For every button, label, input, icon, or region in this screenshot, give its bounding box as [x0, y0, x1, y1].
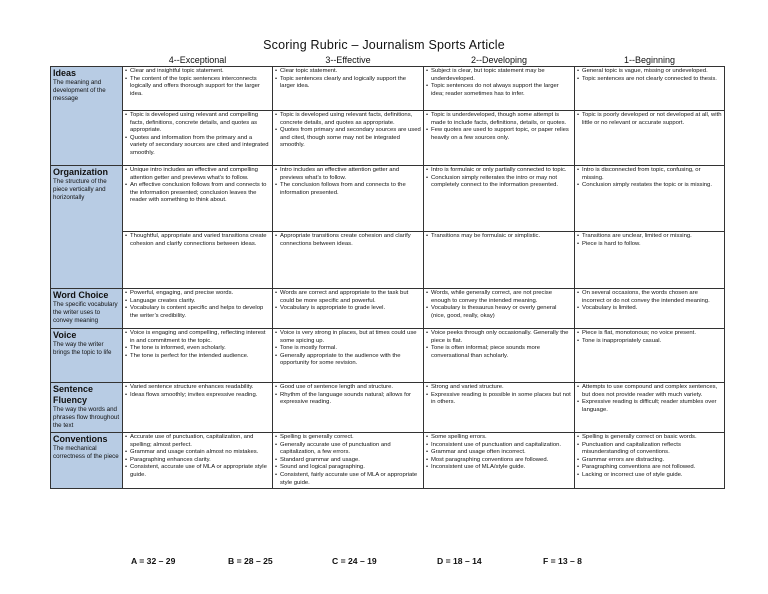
- criteria-list: [125, 112, 270, 158]
- criteria-item: • The tone is perfect for the intended audience.: [130, 353, 270, 361]
- criteria-item: • Standard grammar and usage.: [280, 457, 421, 465]
- criteria-item: • Vocabulary is limited.: [582, 305, 722, 313]
- criteria-item: • Generally accurate use of punctuation and capitalization, a few errors.: [280, 442, 421, 457]
- criteria-item: • Thoughtful, appropriate and varied transitions create cohesion and clarify connections between ideas.: [130, 233, 270, 248]
- criteria-cell: [424, 329, 575, 383]
- criteria-cell: [575, 383, 725, 433]
- criteria-item: • Topic sentences are not clearly connected to thesis.: [582, 76, 722, 84]
- category-description: The way the writer brings the topic to life: [53, 341, 112, 356]
- criteria-item: • Transitions may be formulaic or simplistic.: [431, 233, 572, 241]
- criteria-list: [426, 434, 572, 472]
- criteria-item: • Appropriate transitions create cohesion and clarify connections between ideas.: [280, 233, 421, 248]
- criteria-item: • Powerful, engaging, and precise words.: [130, 290, 270, 298]
- rubric-row: [51, 111, 725, 166]
- rubric-row: [51, 289, 725, 329]
- criteria-item: • Conclusion simply reiterates the intro or may not completely connect to the information presented.: [431, 175, 572, 190]
- criteria-item: • Topic is developed using relevant facts, definitions, concrete details, and quotes as appropriate.: [280, 112, 421, 127]
- criteria-list: [125, 330, 270, 360]
- criteria-item: • Consistent, accurate use of MLA or appropriate style guide.: [130, 464, 270, 479]
- criteria-item: • Few quotes are used to support topic, or paper relies heavily on a few sources only.: [431, 127, 572, 142]
- criteria-item: • Accurate use of punctuation, capitalization, and spelling; almost perfect.: [130, 434, 270, 449]
- criteria-cell: [273, 383, 424, 433]
- criteria-item: • The content of the topic sentences interconnects logically and offers thorough support for the larger idea.: [130, 76, 270, 99]
- criteria-item: • Paragraphing conventions are not followed.: [582, 464, 722, 472]
- category-description: The way the words and phrases flow throughout the text: [53, 406, 120, 429]
- criteria-list: [577, 290, 722, 313]
- criteria-item: • Strong and varied structure.: [431, 384, 572, 392]
- criteria-item: • Good use of sentence length and structure.: [280, 384, 421, 392]
- criteria-item: • Clear topic statement.: [280, 68, 421, 76]
- criteria-item: • Expressive reading is possible in some places but not in others.: [431, 392, 572, 407]
- criteria-list: [125, 167, 270, 205]
- category-cell: [51, 67, 123, 166]
- category-name: Word Choice: [53, 290, 109, 300]
- criteria-item: • Intro is formulaic or only partially connected to topic.: [431, 167, 572, 175]
- criteria-cell: [575, 329, 725, 383]
- criteria-cell: [424, 433, 575, 489]
- criteria-item: • Vocabulary is appropriate to grade level.: [280, 305, 421, 313]
- category-name: Organization: [53, 167, 109, 177]
- grade-a: A = 32 – 29: [131, 556, 176, 566]
- criteria-cell: [575, 166, 725, 232]
- criteria-item: • Ideas flows smoothly; invites expressive reading.: [130, 392, 270, 400]
- criteria-item: • Intro includes an effective attention getter and previews what’s to follow.: [280, 167, 421, 182]
- criteria-list: [275, 330, 421, 368]
- criteria-list: [577, 434, 722, 480]
- grade-d: D = 18 – 14: [437, 556, 482, 566]
- criteria-cell: [273, 433, 424, 489]
- criteria-cell: [424, 289, 575, 329]
- criteria-item: • Most paragraphing conventions are followed.: [431, 457, 572, 465]
- criteria-item: • Punctuation and capitalization reflects misunderstanding of conventions.: [582, 442, 722, 457]
- criteria-item: • Generally appropriate to the audience with the opportunity for some revision.: [280, 353, 421, 368]
- criteria-item: • Piece is hard to follow.: [582, 241, 722, 249]
- criteria-item: • Quotes from primary and secondary sources are used and cited, though some may not be integrated smoothly.: [280, 127, 421, 150]
- criteria-item: • Varied sentence structure enhances readability.: [130, 384, 270, 392]
- rubric-row: [51, 166, 725, 232]
- criteria-item: • Spelling is generally correct.: [280, 434, 421, 442]
- category-description: The meaning and development of the message: [53, 79, 106, 102]
- criteria-list: [275, 68, 421, 91]
- criteria-list: [426, 233, 572, 241]
- criteria-cell: [123, 166, 273, 232]
- criteria-cell: [575, 67, 725, 111]
- criteria-cell: [123, 111, 273, 166]
- category-cell: [51, 383, 123, 433]
- criteria-list: [275, 233, 421, 248]
- criteria-cell: [575, 289, 725, 329]
- criteria-item: • Topic is poorly developed or not developed at all, with little or no relevant or accurate support.: [582, 112, 722, 127]
- criteria-item: • Topic sentences do not always support the larger idea; reader sometimes has to infer.: [431, 83, 572, 98]
- criteria-list: [275, 384, 421, 407]
- criteria-list: [275, 112, 421, 150]
- criteria-item: • Vocabulary is thesaurus heavy or overly general (nice, good, really, okay): [431, 305, 572, 320]
- grade-f: F = 13 – 8: [543, 556, 582, 566]
- level-header-4: 4--Exceptional: [168, 55, 227, 65]
- criteria-item: • Voice is very strong in places, but at times could use some spicing up.: [280, 330, 421, 345]
- criteria-item: • Paragraphing enhances clarity.: [130, 457, 270, 465]
- criteria-cell: [424, 111, 575, 166]
- rubric-row: [51, 329, 725, 383]
- criteria-item: • Inconsistent use of punctuation and capitalization.: [431, 442, 572, 450]
- criteria-list: [275, 167, 421, 197]
- rubric-table: [50, 54, 725, 489]
- criteria-list: [577, 233, 722, 248]
- criteria-cell: [575, 433, 725, 489]
- category-description: The structure of the piece vertically and horizontally: [53, 178, 107, 201]
- category-name: Sentence Fluency: [53, 384, 94, 405]
- criteria-item: • Piece is flat, monotonous; no voice present.: [582, 330, 722, 338]
- criteria-item: • Grammar and usage contain almost no mistakes.: [130, 449, 270, 457]
- criteria-cell: [123, 289, 273, 329]
- grade-c: C = 24 – 19: [332, 556, 377, 566]
- grade-scale: [0, 556, 768, 568]
- criteria-item: • The tone is informed, even scholarly.: [130, 345, 270, 353]
- rubric-row: [51, 232, 725, 289]
- criteria-list: [125, 434, 270, 480]
- level-header-2: 2--Developing: [470, 55, 528, 65]
- rubric-row: [51, 433, 725, 489]
- criteria-cell: [424, 232, 575, 289]
- criteria-cell: [123, 232, 273, 289]
- criteria-item: • Tone is often informal; piece sounds more conversational than scholarly.: [431, 345, 572, 360]
- level-header-3: 3--Effective: [325, 55, 371, 65]
- criteria-item: • Topic is underdeveloped, though some attempt is made to include facts, definitions, details, or quotes.: [431, 112, 572, 127]
- criteria-item: • Voice is engaging and compelling, reflecting interest in and commitment to the topic.: [130, 330, 270, 345]
- criteria-item: • Topic sentences clearly and logically support the larger idea.: [280, 76, 421, 91]
- category-description: The mechanical correctness of the piece: [53, 445, 119, 460]
- criteria-item: • Expressive reading is difficult; reader stumbles over language.: [582, 399, 722, 414]
- criteria-cell: [123, 383, 273, 433]
- criteria-item: • Tone is inappropriately casual.: [582, 338, 722, 346]
- criteria-item: • Subject is clear, but topic statement may be underdeveloped.: [431, 68, 572, 83]
- category-name: Voice: [53, 330, 77, 340]
- criteria-item: • Vocabulary is content specific and helps to develop the writer’s credibility.: [130, 305, 270, 320]
- criteria-list: [426, 330, 572, 360]
- criteria-item: • Topic is developed using relevant and compelling facts, definitions, concrete details, and quotes as appropriate.: [130, 112, 270, 135]
- category-name: Ideas: [53, 68, 77, 78]
- criteria-list: [275, 290, 421, 313]
- criteria-item: • Transitions are unclear, limited or missing.: [582, 233, 722, 241]
- criteria-cell: [424, 67, 575, 111]
- criteria-cell: [575, 232, 725, 289]
- criteria-item: • Grammar and usage often incorrect.: [431, 449, 572, 457]
- criteria-list: [577, 384, 722, 414]
- page-title: Scoring Rubric – Journalism Sports Article: [263, 38, 505, 52]
- criteria-list: [577, 112, 722, 127]
- criteria-cell: [123, 433, 273, 489]
- criteria-list: [125, 384, 270, 399]
- criteria-item: • Rhythm of the language sounds natural; allows for expressive reading.: [280, 392, 421, 407]
- level-header-row: [51, 54, 725, 67]
- criteria-item: • Voice peeks through only occasionally. Generally the piece is flat.: [431, 330, 572, 345]
- criteria-cell: [273, 329, 424, 383]
- criteria-item: • Some spelling errors.: [431, 434, 572, 442]
- criteria-list: [426, 112, 572, 142]
- criteria-list: [125, 290, 270, 320]
- criteria-list: [125, 233, 270, 248]
- category-description: The specific vocabulary the writer uses to convey meaning: [53, 301, 118, 324]
- criteria-list: [426, 290, 572, 320]
- criteria-item: • Inconsistent use of MLA/style guide.: [431, 464, 572, 472]
- category-cell: [51, 289, 123, 329]
- criteria-item: • Intro is disconnected from topic, confusing, or missing.: [582, 167, 722, 182]
- criteria-cell: [273, 166, 424, 232]
- criteria-cell: [123, 329, 273, 383]
- criteria-cell: [273, 289, 424, 329]
- criteria-item: • An effective conclusion follows from and connects to the information presented; conclusion leaves the reader with something to think about.: [130, 182, 270, 205]
- criteria-item: • The conclusion follows from and connects to the information presented.: [280, 182, 421, 197]
- criteria-item: • Tone is mostly formal.: [280, 345, 421, 353]
- criteria-item: • Quotes and information from the primary and a variety of secondary sources are cited and integrated smoothly.: [130, 135, 270, 158]
- criteria-cell: [575, 111, 725, 166]
- criteria-cell: [273, 111, 424, 166]
- criteria-item: • Clear and insightful topic statement.: [130, 68, 270, 76]
- criteria-item: • Language creates clarity.: [130, 298, 270, 306]
- header-spacer: [51, 54, 123, 67]
- criteria-item: • On several occasions, the words chosen are incorrect or do not convey the intended meaning.: [582, 290, 722, 305]
- criteria-cell: [273, 67, 424, 111]
- criteria-item: • Unique intro includes an effective and compelling attention getter and previews what’s to follow.: [130, 167, 270, 182]
- criteria-cell: [424, 166, 575, 232]
- criteria-cell: [123, 67, 273, 111]
- criteria-item: • General topic is vague, missing or undeveloped.: [582, 68, 722, 76]
- criteria-item: • Sound and logical paragraphing.: [280, 464, 421, 472]
- category-cell: [51, 329, 123, 383]
- criteria-list: [577, 330, 722, 345]
- criteria-item: • Attempts to use compound and complex sentences, but does not provide reader with much variety.: [582, 384, 722, 399]
- criteria-item: • Lacking or incorrect use of style guide.: [582, 472, 722, 480]
- category-name: Conventions: [53, 434, 108, 444]
- criteria-list: [426, 167, 572, 190]
- criteria-item: • Spelling is generally correct on basic words.: [582, 434, 722, 442]
- grade-b: B = 28 – 25: [228, 556, 273, 566]
- criteria-item: • Consistent, fairly accurate use of MLA or appropriate style guide.: [280, 472, 421, 487]
- criteria-item: • Grammar errors are distracting.: [582, 457, 722, 465]
- criteria-item: • Conclusion simply restates the topic or is missing.: [582, 182, 722, 190]
- criteria-list: [426, 384, 572, 407]
- criteria-list: [125, 68, 270, 98]
- criteria-list: [275, 434, 421, 487]
- level-header-1: 1--Beginning: [623, 55, 676, 65]
- criteria-list: [426, 68, 572, 98]
- category-cell: [51, 433, 123, 489]
- category-cell: [51, 166, 123, 289]
- rubric-row: [51, 383, 725, 433]
- criteria-item: • Words, while generally correct, are not precise enough to convey the intended meaning.: [431, 290, 572, 305]
- rubric-row: [51, 67, 725, 111]
- criteria-list: [577, 167, 722, 190]
- criteria-list: [577, 68, 722, 83]
- criteria-cell: [424, 383, 575, 433]
- rubric-body: [51, 67, 725, 489]
- criteria-item: • Words are correct and appropriate to the task but could be more specific and powerful.: [280, 290, 421, 305]
- criteria-cell: [273, 232, 424, 289]
